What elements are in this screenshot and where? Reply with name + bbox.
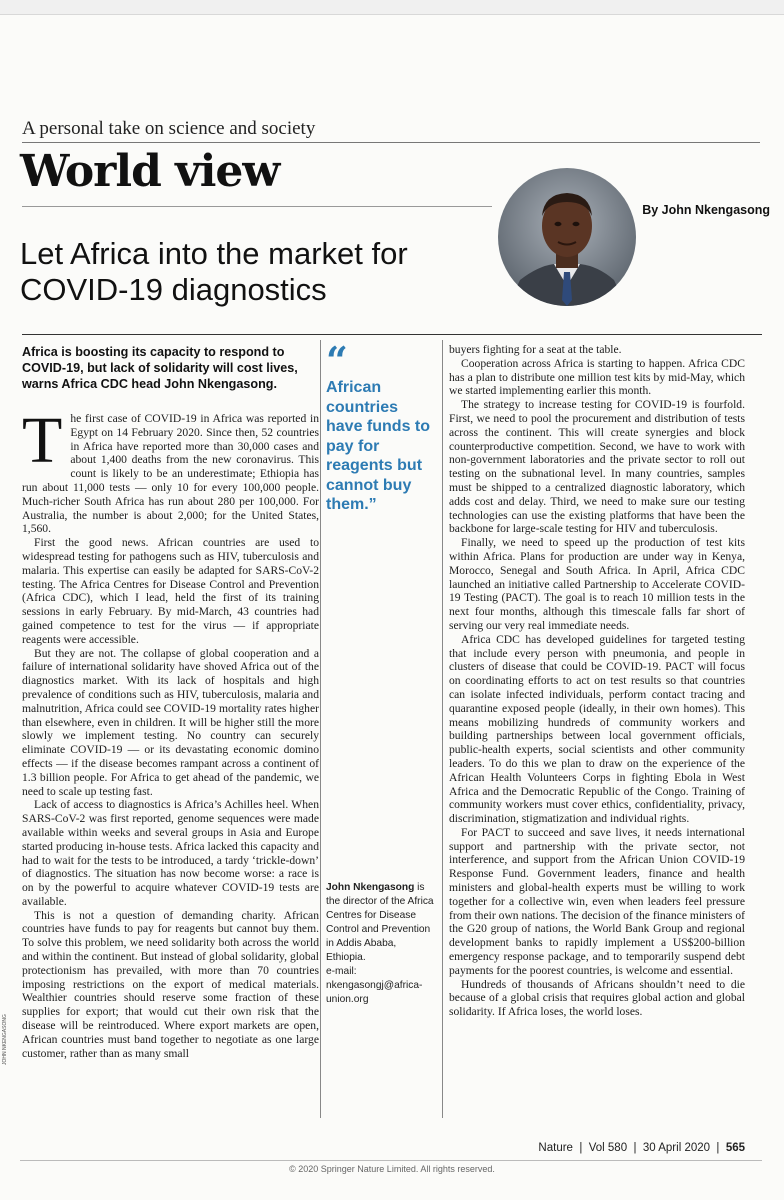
screen-top-bar — [0, 0, 784, 15]
divider-body — [22, 334, 762, 335]
journal-name: Nature — [538, 1142, 573, 1154]
quote-mark-icon: “ — [326, 338, 348, 383]
pull-quote: African countries have funds to pay for reagents but cannot buy them.” — [326, 379, 431, 513]
paragraph: he first case of COVID-19 in Africa was reported in Egypt on 14 February 2020. Since then, 52 countries in Africa have reported more than 30,000 cases and about 1,400 deaths from the new coronavirus. This count is likely to be an underestimate; Ethiopia has run about 11,000 tests — only 10 for every 100,000 people. Much-richer South Africa has run about 280 per 100,000. For Australia, the number is about 2,000; for the United States, 1,560. — [22, 412, 319, 536]
author-portrait-image — [498, 168, 636, 306]
bio-text: is the director of the Africa Centres for Disease Control and Prevention in Addis Ababa, Ethiopia. — [326, 882, 434, 963]
paragraph: Africa CDC has developed guidelines for targeted testing that include every person with pneumonia, and people in clusters of disease that could be COVID-19. PACT will focus on coordinating efforts to act on test results so that countries can isolate infected individuals, perform contact tracing and quarantine exposed people (ideally, in their own homes). This means mobilizing hundreds of community workers and building partnerships between local government officials, public-health experts, social scientists and other community leaders. To do this we plan to draw on the experience of the African Health Volunteers Corps in fighting Ebola in West Africa and the Democratic Republic of the Congo. Training of community workers must cover ethics, confidentiality, privacy, discrimination, stigmatization and individual rights. — [449, 632, 745, 826]
copyright-notice: © 2020 Springer Nature Limited. All rights reserved. — [289, 1164, 495, 1174]
bio-name: John Nkengasong — [326, 882, 415, 893]
paragraph: Lack of access to diagnostics is Africa’s Achilles heel. When SARS-CoV-2 was first reported, genome sequences were made available within weeks and several groups in Asia and Europe started producing in-house tests. Africa lacked this capacity and had to wait for the tests to be introduced, a tardy ‘trickle-down’ of diagnostics. The situation has now become worse: a race is on by the powerful to acquire whatever COVID-19 tests are available. — [22, 798, 319, 908]
paragraph: The strategy to increase testing for COVID-19 is fourfold. First, we need to pool the procurement and distribution of tests across the continent. This will create synergies and block counterproductive competition. Second, we have to work with non-government laboratories and the private sector to roll out testing on the subnational level. In many countries, samples must be shipped to a centralized diagnostic laboratory, which adds cost and delay. Third, we need to make sure our testing technologies can use the existing platforms that have been the backbone for large-scale testing for HIV and tuberculosis. — [449, 398, 745, 536]
divider-headline — [22, 206, 492, 207]
left-column-body — [22, 404, 319, 1060]
paragraph: But they are not. The collapse of global cooperation and a failure of international solidarity have shoved Africa out of the diagnostics market. With its lack of hospitals and high prevalence of conditions such as HIV, tuberculosis, malaria and malnutrition, Africa could see COVID-19 mortality rates higher than elsewhere, even in children. It will be higher still the more slowly we implement testing. No country can securely eliminate COVID-19 — or its devastating economic domino effects — if the disease becomes rampant across a continent of 1.3 billion people. For Africa to get ahead of the pandemic, we need to scale up testing fast. — [22, 646, 319, 798]
divider-footer — [20, 1160, 762, 1161]
paragraph: First the good news. African countries are used to widespread testing for pathogens such as HIV, tuberculosis and malaria. This expertise can easily be adapted for SARS-CoV-2 testing. The Africa Centres for Disease Control and Prevention (Africa CDC), which I lead, held the first of its training sessions in early February. By mid-March, 43 countries had gained competence to test for the virus — if appropriate reagents were accessible. — [22, 536, 319, 646]
column-divider-right — [442, 340, 443, 1118]
paragraph: For PACT to succeed and save lives, it needs international support and partnership with the private sector, not interference, and support from the African Union COVID-19 Response Fund. Government leaders, finance and health ministers and global-health experts must be willing to work together for a collective win, even when leaders feel pressure from their own nations. The decision of the finance ministers of the G20 group of nations, the World Bank Group and regional development banks to rapidly implement a US$200-billion emergency response package, and to temporarily suspend debt payments for the poorest countries, is welcome and essential. — [449, 825, 745, 977]
photo-credit: JOHN NKENGASONG — [2, 1014, 8, 1065]
drop-cap: T — [22, 404, 63, 477]
paragraph: buyers fighting for a seat at the table. — [449, 343, 622, 356]
author-bio — [326, 881, 438, 1007]
standfirst: Africa is boosting its capacity to respond to COVID-19, but lack of solidarity will cost lives, warns Africa CDC head John Nkengasong. — [22, 345, 298, 391]
left-column — [22, 340, 319, 1060]
paragraph: Finally, we need to speed up the production of test kits within Africa. Plans for production are under way in Kenya, Morocco, Senegal and South Africa. In April, Africa CDC launched an initiative called Partnership to Accelerate COVID-19 Testing (PACT). The goal is to reach 10 million tests in the next four months, although this timescale falls far short of serving our very real immediate needs. — [449, 536, 745, 632]
article-headline: Let Africa into the market for COVID-19 diagnostics — [20, 236, 408, 307]
column-divider-left — [320, 340, 321, 1118]
page-footer: Nature | Vol 580 | 30 April 2020 | 565 — [538, 1142, 745, 1154]
byline: By John Nkengasong — [642, 203, 770, 217]
bio-email-label: e-mail: — [326, 966, 357, 977]
bio-email[interactable]: nkengasongj@africa-union.org — [326, 980, 423, 1005]
section-title: World view — [20, 146, 280, 197]
column-kicker: A personal take on science and society — [22, 118, 316, 139]
right-column — [449, 343, 745, 1019]
author-photo — [498, 168, 636, 306]
divider-top — [22, 142, 760, 143]
paragraph: Hundreds of thousands of Africans shouldn’t need to die because of a global crisis that requires global action and global solidarity. If Africa loses, the world loses. — [449, 977, 745, 1019]
issue-date: 30 April 2020 — [642, 1142, 711, 1154]
page-number: 565 — [725, 1142, 745, 1154]
volume: Vol 580 — [588, 1142, 628, 1154]
paragraph: This is not a question of demanding charity. African countries have funds to pay for reagents but cannot buy them. To solve this problem, we need solidarity both across the world and within the continent. But instead of global solidarity, global protectionism has prevailed, with more than 70 countries imposing restrictions on the export of medical materials. Wealthier countries should reserve some fraction of these supplies for export; that would cut their own risk that the disease will be reintroduced. Where export markets are open, African countries must band together to negotiate as one large customer, rather than as many small — [22, 908, 319, 1060]
paragraph: Cooperation across Africa is starting to happen. Africa CDC has a plan to distribute one million test kits by mid-May, which we started implementing earlier this month. — [449, 356, 745, 398]
middle-column — [326, 340, 436, 1118]
